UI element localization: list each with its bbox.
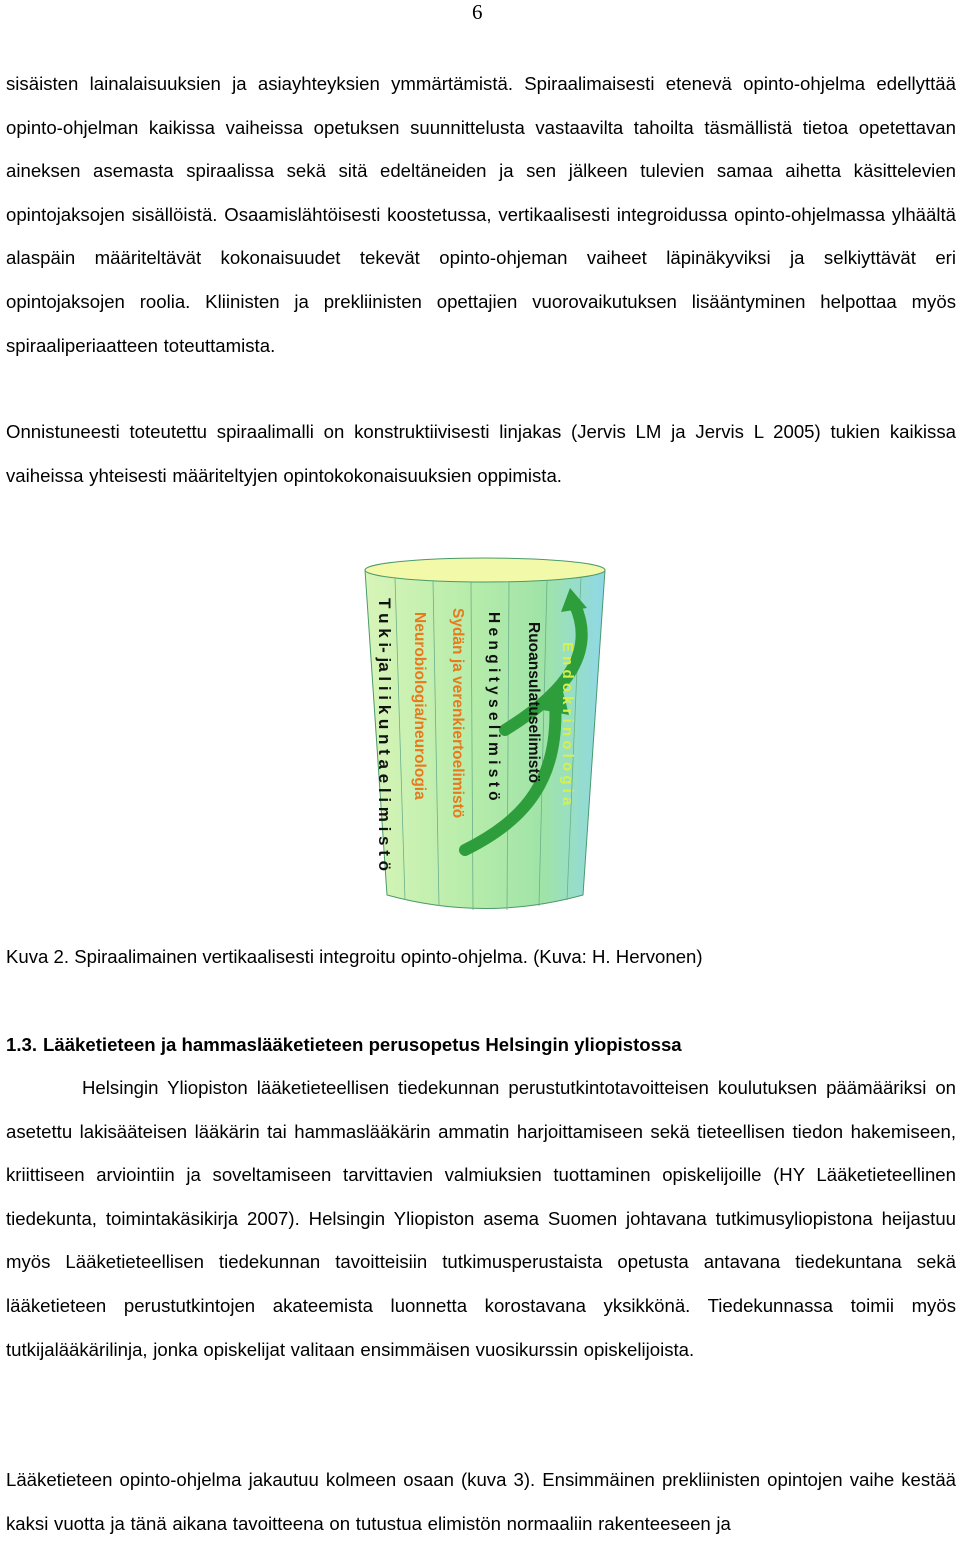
label-endokrinologia: E n d o k r i n o l o g i a	[559, 642, 576, 806]
label-neurobiologia: Neurobiologia/neurologia	[411, 612, 428, 800]
section-title: Lääketieteen ja hammaslääketieteen perusopetus Helsingin yliopistossa	[43, 1034, 682, 1055]
spiral-curriculum-figure	[355, 550, 615, 920]
body-paragraph-2: Onnistuneesti toteutettu spiraalimalli on konstruktiivisesti linjakas (Jervis LM ja Jervis L 2005) tukien kaikissa vaiheissa yhteisesti määriteltyjen opintokokonaisuuksien oppimista.	[6, 421, 956, 486]
page-number: 6	[472, 0, 483, 24]
section-heading	[6, 1025, 946, 1065]
label-hengitys: H e n g i t y s e l i m i s t ö	[485, 612, 502, 801]
cylinder-diagram	[355, 550, 615, 920]
body-paragraph-3: Helsingin Yliopiston lääketieteellisen tiedekunnan perustutkintotavoitteisen koulutuksen päämääriksi on asetettu lakisääteisen lääkärin tai hammaslääkärin ammatin harjoittamiseen sekä tieteellisen tiedon hakemiseen, kriittiseen arviointiin ja soveltamiseen tarvittavien valmiuksien tuottaminen opiskelijoille (HY Lääketieteellinen tiedekunta, toimintakäsikirja 2007). Helsingin Yliopiston asema Suomen johtavana tutkimusyliopistona heijastuu myös Lääketieteellisen tiedekunnan tavoitteisiin tutkimusperustaista opetusta antavana tiedekuntana sekä lääketieteen perustutkintojen akateemista luonnetta korostavana yksikkönä. Tiedekunnassa toimii myös tutkijalääkärilinja, jonka opiskelijat valitaan ensimmäisen vuosikurssin opiskelijoista.	[6, 1077, 956, 1360]
label-tuki: T u k i- ja l i i k u n t a e l i m i s t ö	[375, 598, 394, 871]
body-paragraph-4: Lääketieteen opinto-ohjelma jakautuu kolmeen osaan (kuva 3). Ensimmäinen prekliinisten opintojen vaihe kestää kaksi vuotta ja tänä aikana tavoitteena on tutustua elimistön normaaliin rakenteeseen ja	[6, 1469, 956, 1534]
body-paragraph-1: sisäisten lainalaisuuksien ja asiayhteyksien ymmärtämistä. Spiraalimaisesti etenevä opinto-ohjelma edellyttää opinto-ohjelman kaikissa vaiheissa opetuksen suunnittelusta vastaavilta tahoilta täsmällistä tietoa opetettavan aineksen asemasta spiraalissa sekä sitä edeltäneiden ja sen jälkeen tulevien samaa aihetta käsittelevien opintojaksojen sisällöistä. Osaamislähtöisesti koostetussa, vertikaalisesti integroidussa opinto-ohjelmassa ylhäältä alaspäin määriteltävät kokonaisuudet tekevät opinto-ohjeman vaiheet läpinäkyviksi ja selkiyttävät eri opintojaksojen roolia. Kliinisten ja prekliinisten opettajien vuorovaikutuksen lisääntyminen helpottaa myös spiraaliperiaatteen toteuttamista.	[6, 73, 956, 356]
label-sydan: Sydän ja verenkiertoelimistö	[449, 608, 466, 819]
figure-caption: Kuva 2. Spiraalimainen vertikaalisesti integroitu opinto-ohjelma. (Kuva: H. Hervonen)	[6, 946, 703, 967]
cylinder-top	[365, 558, 605, 582]
section-number: 1.3.	[6, 1034, 38, 1055]
label-ruoansulatus: Ruoansulatuselimistö	[525, 622, 542, 784]
